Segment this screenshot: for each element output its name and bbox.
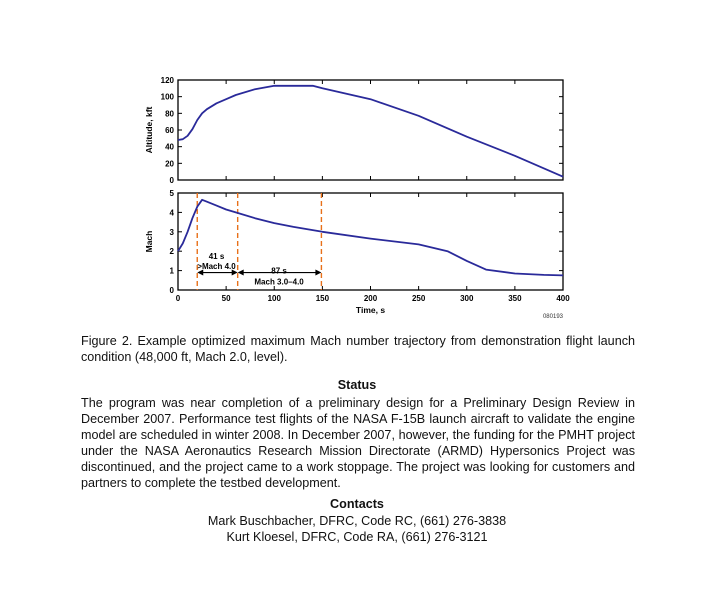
chart-annotation: 87 s xyxy=(271,266,287,276)
duration-arrow-head-right xyxy=(315,270,321,276)
altitude-y-tick-label: 100 xyxy=(160,92,174,102)
mach-y-axis-label: Mach xyxy=(144,230,154,253)
altitude-y-tick-label: 120 xyxy=(160,76,174,85)
figure-code: 080193 xyxy=(542,314,563,320)
mach-x-tick-label: 250 xyxy=(411,294,426,303)
altitude-y-tick-label: 60 xyxy=(165,126,174,135)
altitude-series-line xyxy=(178,86,563,177)
chart-annotation: Mach 3.0–4.0 xyxy=(254,277,304,287)
mach-y-tick-label: 5 xyxy=(169,189,174,198)
altitude-y-tick-label: 0 xyxy=(169,176,174,185)
mach-x-tick-label: 350 xyxy=(508,294,522,303)
mach-y-tick-label: 3 xyxy=(169,227,174,237)
mach-series-line xyxy=(178,200,563,276)
chart-annotation: 41 s xyxy=(208,252,225,262)
mach-x-tick-label: 50 xyxy=(221,294,231,303)
status-paragraph: The program was near completion of a preliminary design for a Preliminary Design Review in December 2007. Performance test flights of the NASA F-15B launch aircraft to validate the engine model are scheduled in winter 2008. In December 2007, however, the funding for the PMHT project under the NASA Aeronautics Research Mission Directorate (ARMD) Hypersonics Project was discontinued, and the project came to a work stoppage. The project was looking for customers and partners to complete the testbed development. xyxy=(81,396,635,490)
contact-line: Mark Buschbacher, DFRC, Code RC, (661) 276-3838 xyxy=(207,514,507,528)
altitude-y-axis-label: Altitude, kft xyxy=(144,106,154,154)
duration-arrow-head-left xyxy=(238,270,244,276)
contacts-heading: Contacts xyxy=(330,497,384,511)
mach-y-tick-label: 2 xyxy=(169,247,174,257)
altitude-y-tick-label: 20 xyxy=(165,159,174,169)
altitude-y-tick-label: 80 xyxy=(165,109,174,119)
mach-x-tick-label: 400 xyxy=(556,294,570,303)
altitude-y-tick-label: 40 xyxy=(165,142,174,152)
status-heading: Status xyxy=(337,378,377,392)
mach-y-tick-label: 0 xyxy=(169,286,174,295)
mach-x-tick-label: 300 xyxy=(460,294,474,303)
mach-x-tick-label: 100 xyxy=(267,294,281,303)
mach-x-axis-label: Time, s xyxy=(355,305,386,315)
mach-y-tick-label: 1 xyxy=(169,266,174,276)
mach-plot-frame xyxy=(178,193,563,290)
chart-annotation: >Mach 4.0 xyxy=(197,261,236,271)
mach-y-tick-label: 4 xyxy=(169,208,174,218)
figure-caption: Figure 2. Example optimized maximum Mach number trajectory from demonstration flight launch condition (48,000 ft, Mach 2.0, level). xyxy=(81,334,635,364)
mach-x-tick-label: 150 xyxy=(315,294,330,303)
mach-x-tick-label: 0 xyxy=(175,294,181,303)
contact-line: Kurt Kloesel, DFRC, Code RA, (661) 276-3121 xyxy=(226,530,488,544)
mach-x-tick-label: 200 xyxy=(363,294,378,303)
